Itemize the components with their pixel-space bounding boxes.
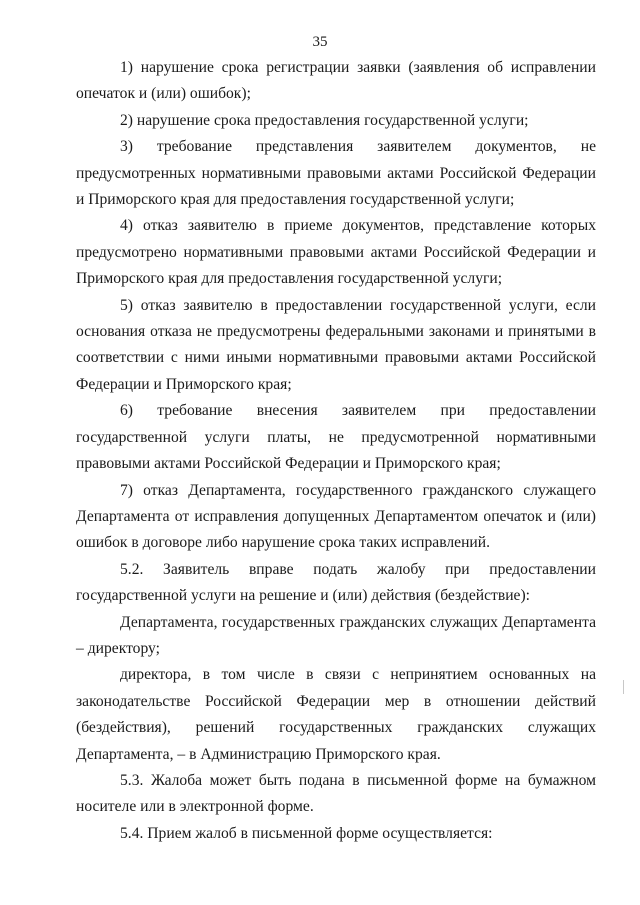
list-item-3: 3) требование представления заявителем документов, не предусмотренных нормативными правовыми актами Российской Федерации и Приморского края для предоставления государственной услуги; (76, 138, 596, 209)
clause-5-3: 5.3. Жалоба может быть подана в письменной форме на бумажном носителе или в электронной форме. (76, 771, 596, 816)
document-body (76, 55, 596, 847)
page-number: 35 (312, 34, 328, 50)
list-item-7: 7) отказ Департамента, государственного гражданского служащего Департамента от исправления допущенных Департаментом опечаток и (или) ошибок в договоре либо нарушение срока таких исправлений. (76, 481, 596, 552)
list-item-5: 5) отказ заявителю в предоставлении государственной услуги, если основания отказа не предусмотрены федеральными законами и принятыми в соответствии с ними иными нормативными правовыми актами Российской Федерации и Приморского края; (76, 296, 596, 393)
clause-5-2-director: директора, в том числе в связи с непринятием основанных на законодательстве Российской Федерации мер в отношении действий (бездействия), решений государственных гражданских служащих Департамента, – в Администрацию Приморского края. (76, 666, 596, 763)
clause-5-4: 5.4. Прием жалоб в письменной форме осуществляется: (120, 824, 493, 842)
list-item-1: 1) нарушение срока регистрации заявки (заявления об исправлении опечаток и (или) ошибок); (76, 59, 596, 103)
list-item-2: 2) нарушение срока предоставления государственной услуги; (120, 111, 529, 129)
list-item-4: 4) отказ заявителю в приеме документов, представление которых предусмотрено нормативными правовыми актами Российской Федерации и Приморского края для предоставления государственной услуги; (76, 217, 596, 288)
clause-5-2-department: Департамента, государственных гражданских служащих Департамента – директору; (76, 613, 596, 657)
list-item-6: 6) требование внесения заявителем при предоставлении государственной услуги платы, не предусмотренной нормативными правовыми актами Российской Федерации и Приморского края; (76, 402, 596, 473)
scan-edge-mark (623, 680, 624, 694)
clause-5-2: 5.2. Заявитель вправе подать жалобу при предоставлении государственной услуги на решение и (или) действия (бездействие): (76, 560, 596, 605)
